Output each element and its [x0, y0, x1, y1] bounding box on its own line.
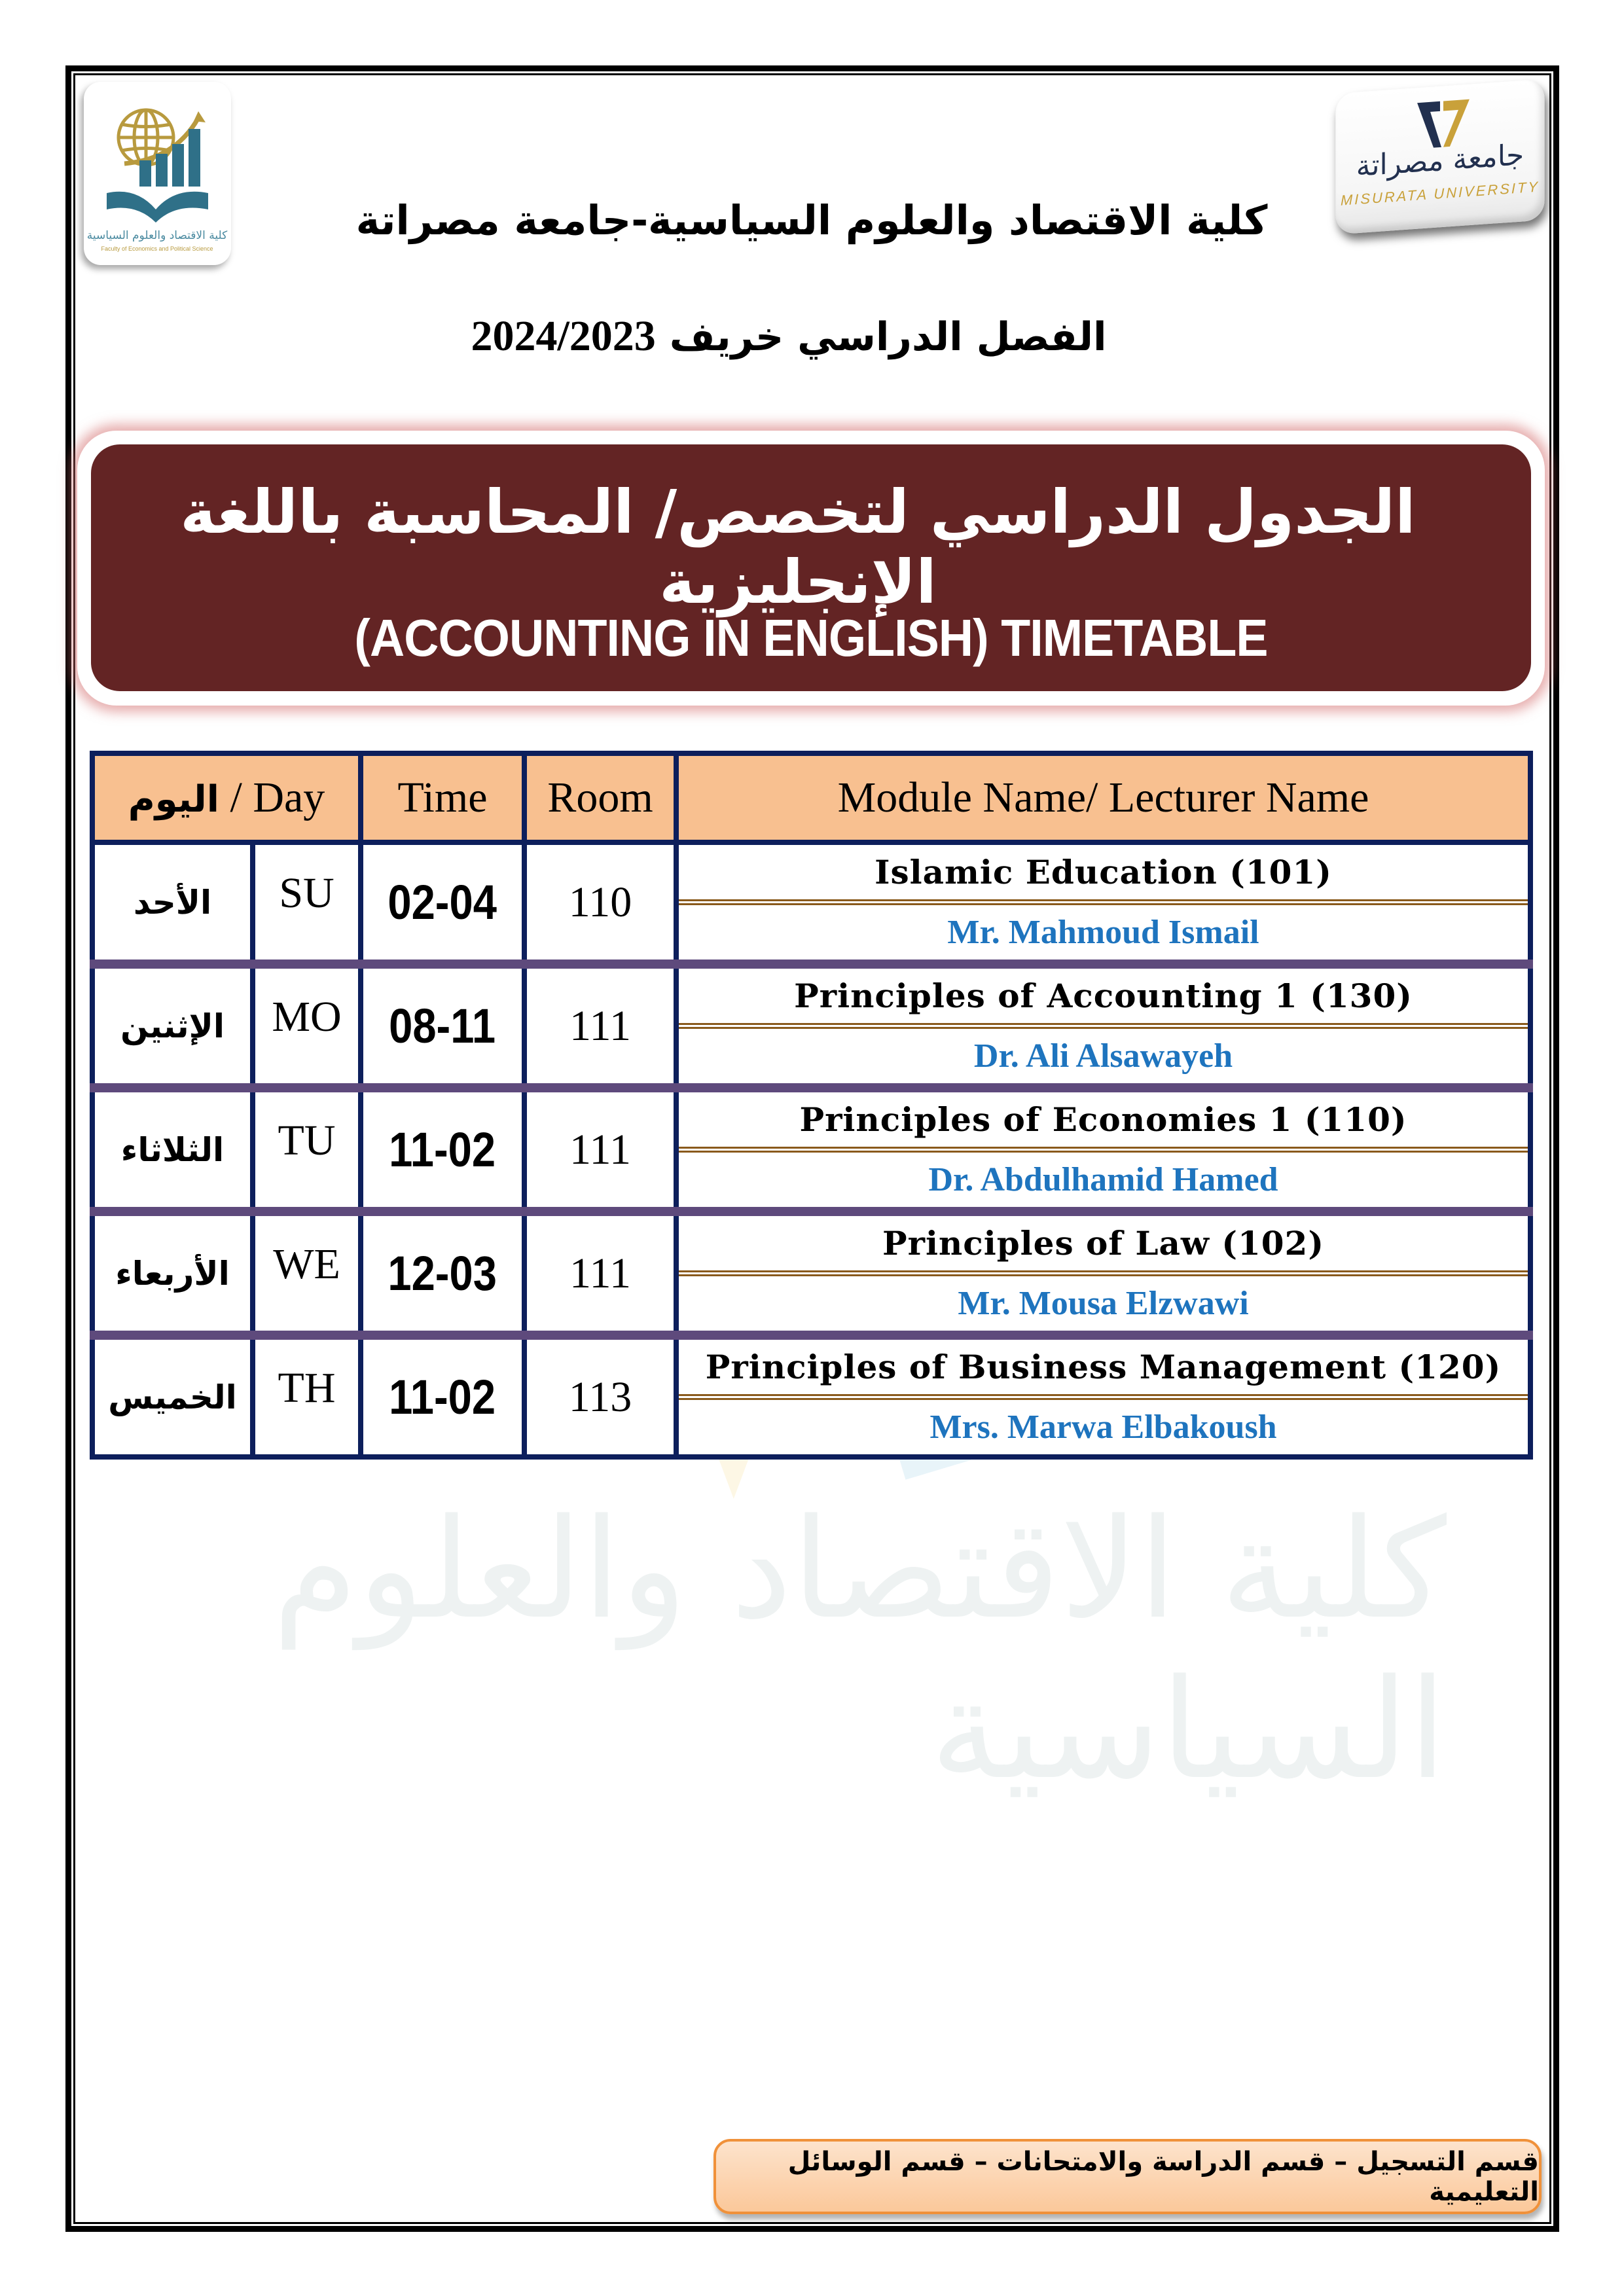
module-cell — [676, 842, 1530, 964]
day-ar: الخميس — [108, 1378, 237, 1416]
room-cell — [524, 964, 676, 1088]
semester-label: الفصل الدراسي خريف — [669, 314, 1107, 360]
column-header-time: Time — [361, 753, 524, 842]
university-logo-name-ar: جامعة مصراتة — [1356, 137, 1525, 184]
module-cell — [676, 1211, 1530, 1335]
module-divider — [679, 899, 1528, 905]
table-row — [92, 842, 1530, 964]
time-value: 11-02 — [389, 1122, 496, 1177]
time-value: 12-03 — [388, 1246, 497, 1300]
faculty-logo-icon — [84, 82, 231, 265]
lecturer-name: Dr. Abdulhamid Hamed — [928, 1161, 1278, 1198]
day-ar-cell — [92, 1211, 253, 1335]
faculty-logo — [84, 82, 231, 265]
room-value: 113 — [568, 1372, 632, 1421]
module-cell — [676, 964, 1530, 1088]
room-value: 111 — [569, 1001, 632, 1050]
table-row — [92, 1088, 1530, 1211]
module-name: Principles of Business Management (120) — [705, 1348, 1502, 1386]
module-name: Principles of Accounting 1 (130) — [794, 977, 1413, 1015]
room-cell — [524, 1211, 676, 1335]
column-header-day — [92, 753, 361, 842]
day-en: MO — [272, 992, 342, 1041]
time-value: 08-11 — [389, 999, 496, 1053]
module-cell — [676, 1335, 1530, 1457]
semester-title — [249, 312, 1329, 361]
column-header-day-sep: / — [219, 774, 253, 821]
lecturer-name: Mrs. Marwa Elbakoush — [929, 1408, 1277, 1446]
banner-title-ar: الجدول الدراسي لتخصص/ المحاسبة باللغة الإنجليزية — [180, 477, 1416, 617]
module-divider — [679, 1270, 1528, 1276]
day-ar-cell — [92, 842, 253, 964]
timetable — [90, 751, 1533, 1460]
table-row — [92, 1211, 1530, 1335]
day-en: TU — [278, 1116, 336, 1164]
day-ar-cell — [92, 964, 253, 1088]
time-cell — [361, 1211, 524, 1335]
day-ar-cell — [92, 1088, 253, 1211]
day-en: SU — [279, 869, 334, 917]
table-row — [92, 1335, 1530, 1457]
day-en-cell — [253, 964, 361, 1088]
banner-title-en: (ACCOUNTING IN ENGLISH) TIMETABLE — [354, 609, 1268, 667]
module-divider — [679, 1147, 1528, 1153]
banner-panel — [91, 444, 1531, 691]
room-cell — [524, 842, 676, 964]
day-ar: الأحد — [133, 883, 212, 922]
room-cell — [524, 1088, 676, 1211]
lecturer-name: Mr. Mahmoud Ismail — [947, 914, 1259, 951]
column-header-day-en: Day — [253, 774, 325, 821]
module-cell — [676, 1088, 1530, 1211]
table-header-row — [92, 753, 1530, 842]
watermark-text: كلية الاقتصاد والعلوم السياسية — [272, 1489, 1447, 1810]
room-value: 111 — [569, 1249, 632, 1297]
day-en-cell — [253, 1088, 361, 1211]
module-divider — [679, 1394, 1528, 1400]
lecturer-name: Dr. Ali Alsawayeh — [973, 1037, 1233, 1075]
footer-text: قسم التسجيل – قسم الدراسة والامتحانات – قسم الوسائل التعليمية — [787, 2146, 1539, 2207]
column-header-day-ar: اليوم — [128, 778, 219, 821]
time-cell — [361, 964, 524, 1088]
day-ar: الثلاثاء — [120, 1130, 225, 1169]
column-header-room: Room — [524, 753, 676, 842]
module-name: Principles of Law (102) — [882, 1224, 1325, 1263]
academic-year: 2024/2023 — [471, 312, 656, 360]
table-row — [92, 964, 1530, 1088]
day-en-cell — [253, 1211, 361, 1335]
day-en: WE — [273, 1240, 340, 1288]
time-cell — [361, 1335, 524, 1457]
day-en-cell — [253, 1335, 361, 1457]
time-cell — [361, 1088, 524, 1211]
day-en-cell — [253, 842, 361, 964]
time-value: 11-02 — [389, 1370, 496, 1424]
lecturer-name: Mr. Mousa Elzwawi — [958, 1285, 1249, 1322]
time-cell — [361, 842, 524, 964]
university-logo-name-en: MISURATA UNIVERSITY — [1340, 178, 1540, 209]
room-value: 111 — [569, 1125, 632, 1174]
module-name: Islamic Education (101) — [875, 853, 1332, 891]
footer-departments — [713, 2139, 1542, 2214]
faculty-university-title: كلية الاقتصاد والعلوم السياسية-جامعة مصراتة — [355, 196, 1268, 244]
module-divider — [679, 1023, 1528, 1029]
room-cell — [524, 1335, 676, 1457]
column-header-module: Module Name/ Lecturer Name — [676, 753, 1530, 842]
day-ar: الأربعاء — [115, 1254, 230, 1293]
day-en: TH — [278, 1363, 336, 1412]
faculty-logo-caption-en: Faculty of Economics and Political Science — [101, 245, 213, 252]
room-value: 110 — [568, 878, 632, 926]
time-value: 02-04 — [388, 875, 497, 929]
timetable-banner — [82, 435, 1540, 700]
module-name: Principles of Economies 1 (110) — [799, 1100, 1407, 1139]
day-ar-cell — [92, 1335, 253, 1457]
faculty-logo-caption-ar: كلية الاقتصاد والعلوم السياسية — [86, 229, 228, 242]
day-ar: الإثنين — [120, 1007, 225, 1045]
